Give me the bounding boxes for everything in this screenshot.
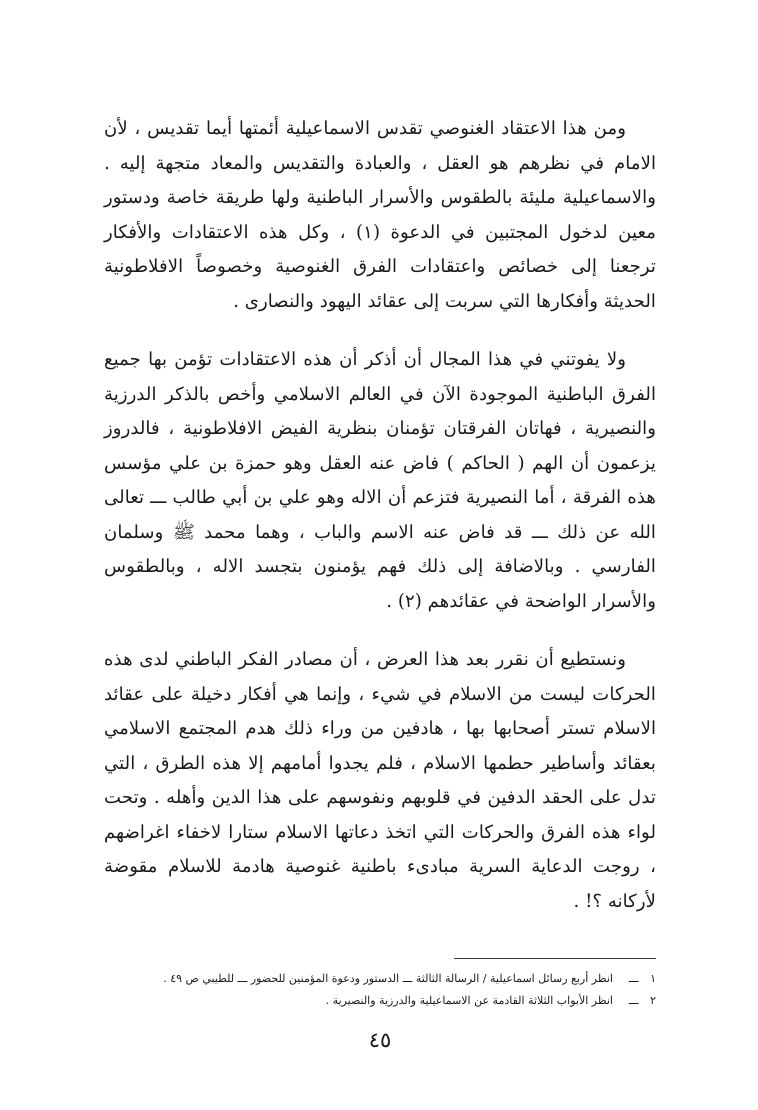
footnote-number: ٢ (650, 994, 656, 1007)
footnotes (104, 968, 656, 1012)
footnote-dash: ـــ (628, 994, 639, 1007)
footnote-text: انظر أربع رسائل اسماعيلية / الرسالة الثالثة ـــ الدستور ودعوة المؤمنين للحضور ـــ للطيبي ص ٤٩ . (163, 972, 613, 985)
footnote-text: انظر الأبواب الثلاثة القادمة عن الاسماعيلية والدرزية والنصيرية . (325, 994, 613, 1007)
main-text (104, 112, 656, 919)
footnote-2 (104, 990, 656, 1012)
footnote-dash: ـــ (628, 972, 639, 985)
footnote-number: ١ (650, 972, 656, 985)
footnote-divider (454, 958, 656, 959)
paragraph-3: ونستطيع أن نقرر بعد هذا العرض ، أن مصادر الفكر الباطني لدى هذه الحركات ليست من الاسلام في شيء ، وإنما هي أفكار دخيلة على عقائد الاسلام تستر أصحابها بها ، هادفين من وراء ذلك هدم المجتمع الاسلامي بعقائد وأساطير حطمها الاسلام ، فلم يجدوا أمامهم إلا هذه الطرق ، التي تدل على الحقد الدفين في قلوبهم ونفوسهم على هذا الدين وأهله . وتحت لواء هذه الفرق والحركات التي اتخذ دعاتها الاسلام ستارا لاخفاء اغراضهم ، روجت الدعاية السرية مبادىء باطنية غنوصية هادمة للاسلام مقوضة لأركانه ؟! . (104, 649, 656, 912)
page-number: ٤٥ (368, 1028, 392, 1052)
footnote-1 (104, 968, 656, 990)
paragraph-1: ومن هذا الاعتقاد الغنوصي تقدس الاسماعيلية أئمتها أيما تقديس ، لأن الامام في نظرهم هو العقل ، والعبادة والتقديس والمعاد متجهة إليه . والاسماعيلية مليئة بالطقوس والأسرار الباطنية ولها طريقة خاصة ودستور معين لدخول المجتبين في الدعوة (١) ، وكل هذه الاعتقادات والأفكار ترجعنا إلى خصائص واعتقادات الفرق الغنوصية وخصوصاً الافلاطونية الحديثة وأفكارها التي سربت إلى عقائد اليهود والنصارى . (104, 118, 656, 312)
paragraph-2: ولا يفوتني في هذا المجال أن أذكر أن هذه الاعتقادات تؤمن بها جميع الفرق الباطنية الموجودة الآن في العالم الاسلامي وأخص بالذكر الدرزية والنصيرية ، فهاتان الفرقتان تؤمنان بنظرية الفيض الافلاطونية ، فالدروز يزعمون أن الهم ( الحاكم ) فاض عنه العقل وهو حمزة بن علي مؤسس هذه الفرقة ، أما النصيرية فتزعم أن الاله وهو علي بن أبي طالب ـــ تعالى الله عن ذلك ـــ قد فاض عنه الاسم والباب ، وهما محمد ﷺ وسلمان الفارسي . وبالاضافة إلى ذلك فهم يؤمنون بتجسد الاله ، وبالطقوس والأسرار الواضحة في عقائدهم (٢) . (104, 349, 656, 612)
